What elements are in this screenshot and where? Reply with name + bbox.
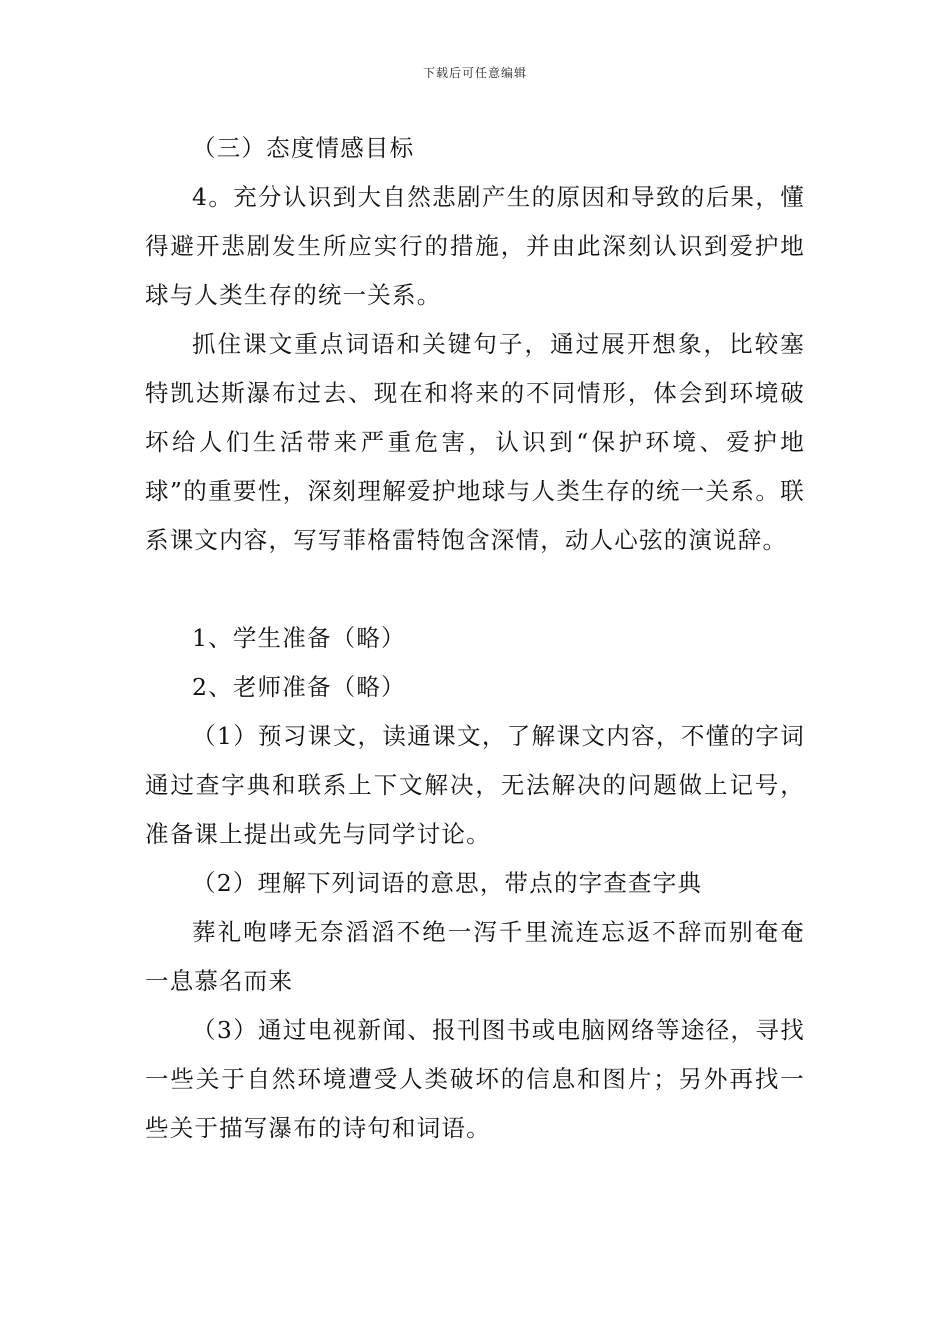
- page-header: 下载后可任意编辑: [422, 66, 527, 80]
- preparation-step-2: （2）理解下列词语的意思，带点的字查查字典: [192, 869, 703, 897]
- document-body: [145, 124, 805, 1153]
- vocabulary-list: 葬礼咆哮无奈滔滔不绝一泻千里流连忘返不辞而别奄奄一息慕名而来: [145, 918, 805, 995]
- student-preparation-item: 1、学生准备（略）: [192, 624, 406, 652]
- preparation-step-1: （1）预习课文，读通课文，了解课文内容，不懂的字词通过查字典和联系上下文解决，无法解决的问题做上记号，准备课上提出或先与同学讨论。: [145, 722, 805, 848]
- goal-paragraph-4: 4。充分认识到大自然悲剧产生的原因和导致的后果，懂得避开悲剧发生所应实行的措施，并由此深刻认识到爱护地球与人类生存的统一关系。: [145, 183, 805, 309]
- preparation-step-3: （3）通过电视新闻、报刊图书或电脑网络等途径，寻找一些关于自然环境遭受人类破坏的信息和图片；另外再找一些关于描写瀑布的诗句和词语。: [145, 1016, 805, 1142]
- teacher-preparation-item: 2、老师准备（略）: [192, 673, 406, 701]
- teaching-focus-paragraph: 抓住课文重点词语和关键句子，通过展开想象，比较塞特凯达斯瀑布过去、现在和将来的不同情形，体会到环境破坏给人们生活带来严重危害，认识到“保护环境、爱护地球”的重要性，深刻理解爱护地球与人类生存的统一关系。联系课文内容，写写菲格雷特饱含深情，动人心弦的演说辞。: [145, 330, 805, 554]
- section-heading-attitude-goals: （三）态度情感目标: [192, 134, 415, 162]
- paragraph-spacer: [145, 565, 805, 614]
